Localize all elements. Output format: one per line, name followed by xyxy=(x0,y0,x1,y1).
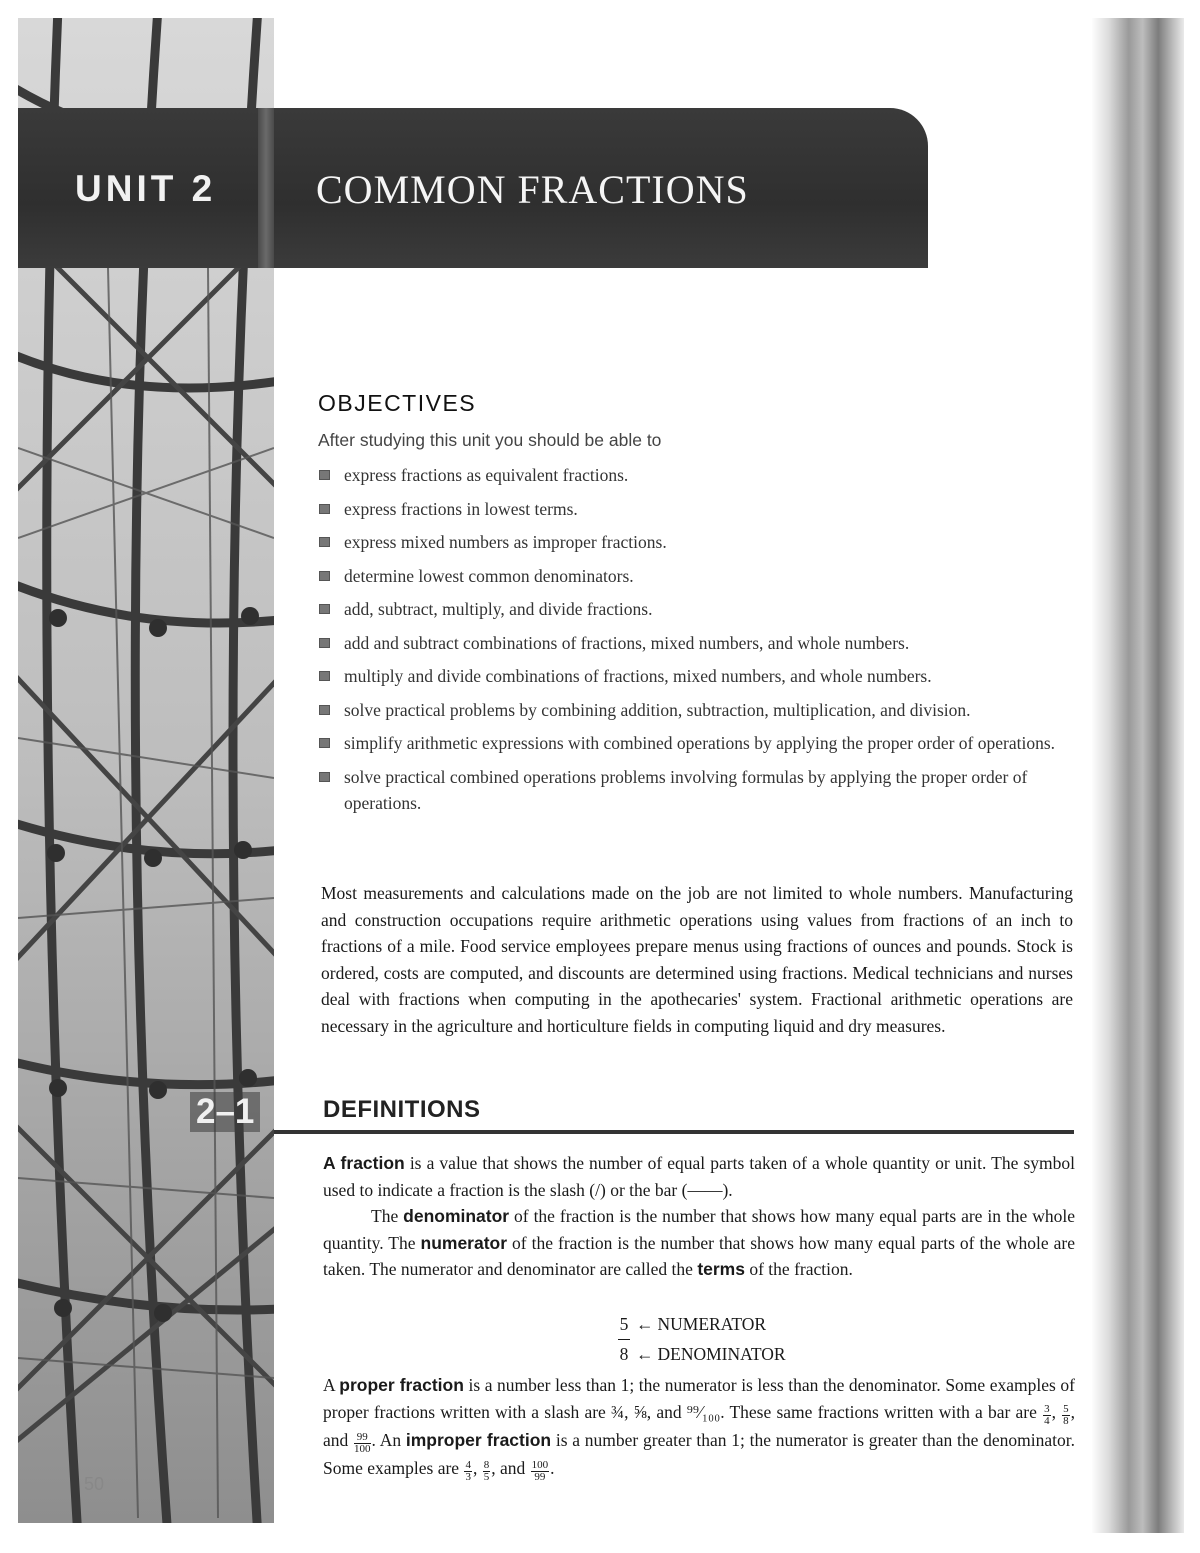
scan-binding-edge xyxy=(1092,18,1184,1533)
separator: , xyxy=(1051,1401,1062,1422)
objective-text: express fractions in lowest terms. xyxy=(344,498,578,519)
term-improper-fraction: improper fraction xyxy=(405,1429,552,1450)
numerator-label: NUMERATOR xyxy=(657,1314,767,1334)
paragraph-text: The xyxy=(371,1206,404,1226)
fraction-diagram xyxy=(618,1310,786,1369)
bar-fraction-denominator: 100 xyxy=(354,1442,371,1455)
objective-text: solve practical problems by combining addition, subtraction, multiplication, and division. xyxy=(344,699,971,720)
objective-item xyxy=(318,663,1078,689)
left-arrow-icon: ← xyxy=(636,1344,654,1364)
term-denominator: denominator xyxy=(403,1206,510,1226)
bar-fraction xyxy=(354,1432,371,1455)
bar-fraction-numerator: 8 xyxy=(483,1458,490,1471)
paragraph-text: is a number greater than 1; the numerator is greater than the denominator. Some examples are xyxy=(323,1429,1075,1478)
denominator-definition-paragraph xyxy=(323,1203,1075,1283)
square-bullet-icon xyxy=(319,470,330,480)
term-numerator: numerator xyxy=(420,1232,508,1253)
separator: , and xyxy=(491,1457,530,1478)
objective-item xyxy=(318,496,1078,522)
bar-fraction-numerator: 100 xyxy=(531,1458,549,1471)
objective-text: add, subtract, multiply, and divide fractions. xyxy=(344,599,653,619)
bar-fraction-denominator: 99 xyxy=(534,1470,546,1483)
objective-text: determine lowest common denominators. xyxy=(344,565,634,586)
paragraph-text: of the fraction is the number that shows how many equal parts are in the whole quantity. The xyxy=(323,1206,1075,1253)
bar-fraction-numerator: 99 xyxy=(354,1432,371,1444)
objective-item xyxy=(318,563,1078,589)
separator: , xyxy=(472,1457,482,1478)
denominator-row xyxy=(618,1340,786,1369)
objective-item xyxy=(318,529,1078,555)
square-bullet-icon xyxy=(319,772,330,782)
objective-item xyxy=(318,462,1078,488)
paragraph-text: . xyxy=(550,1457,555,1478)
square-bullet-icon xyxy=(319,738,330,748)
objective-item xyxy=(318,764,1078,816)
objective-item xyxy=(318,697,1078,723)
objective-text: express mixed numbers as improper fractions. xyxy=(344,532,667,552)
bar-fraction-numerator: 4 xyxy=(465,1458,471,1471)
square-bullet-icon xyxy=(319,705,330,715)
bar-fraction xyxy=(1062,1404,1070,1427)
objective-text: multiply and divide combinations of fractions, mixed numbers, and whole numbers. xyxy=(344,666,932,686)
header-divider xyxy=(258,108,274,268)
objective-item xyxy=(318,596,1078,622)
intro-paragraph: Most measurements and calculations made on the job are not limited to whole numbers. Manufacturing and construction occupations require arithmetic operations using values from fractions of an inch to fractions of a mile. Food service employees prepare menus using fractions of ounces and pounds. Stock is ordered, costs are computed, and discounts are determined using fractions. Medical technicians and nurses deal with fractions when computing in the apothecaries' system. Fractional arithmetic operations are necessary in the agriculture and horticulture fields in computing liquid and dry measures. xyxy=(321,883,1073,1036)
objectives-intro: After studying this unit you should be able to xyxy=(318,430,662,450)
square-bullet-icon xyxy=(319,604,330,614)
bar-fraction-denominator: 5 xyxy=(483,1470,490,1483)
paragraph-text: A xyxy=(323,1375,340,1395)
square-bullet-icon xyxy=(319,504,330,514)
bar-fraction-numerator: 3 xyxy=(1044,1402,1050,1415)
denominator-label: DENOMINATOR xyxy=(657,1344,786,1364)
proper-fraction-paragraph xyxy=(323,1372,1075,1483)
objective-text: add and subtract combinations of fractions, mixed numbers, and whole numbers. xyxy=(344,632,910,653)
paragraph-text: of the fraction is the number that shows how many equal parts of the whole are taken. The numerator and denominator are called the xyxy=(323,1232,1076,1279)
section-rule xyxy=(274,1130,1074,1134)
term-proper-fraction: proper fraction xyxy=(339,1375,464,1395)
denominator-digit: 8 xyxy=(619,1344,629,1364)
bar-fraction-denominator: 4 xyxy=(1044,1414,1050,1427)
unit-label: UNIT 2 xyxy=(75,168,217,209)
term-terms: terms xyxy=(697,1259,745,1279)
square-bullet-icon xyxy=(319,671,330,681)
left-arrow-icon: ← xyxy=(636,1314,654,1334)
separator: , and xyxy=(323,1401,1075,1450)
term-fraction: A fraction xyxy=(323,1153,405,1173)
objective-item xyxy=(318,630,1078,656)
page-number: 50 xyxy=(84,1474,105,1494)
paragraph-text: is a number less than 1; the numerator is less than the denominator. Some examples of proper fractions written with a slash are ¾, ⅝, and ⁹⁹⁄₁₀₀. These same fractions written with a bar are xyxy=(323,1375,1075,1422)
square-bullet-icon xyxy=(319,537,330,547)
square-bullet-icon xyxy=(319,638,330,648)
bar-fraction xyxy=(464,1460,472,1483)
objectives-heading: OBJECTIVES xyxy=(318,390,477,416)
objective-text: express fractions as equivalent fractions. xyxy=(344,465,629,485)
bar-fraction-denominator: 3 xyxy=(465,1470,471,1483)
fraction-definition-paragraph xyxy=(323,1150,1075,1203)
paragraph-text: . An xyxy=(371,1429,406,1450)
bar-fraction xyxy=(531,1460,550,1483)
square-bullet-icon xyxy=(319,571,330,581)
bar-fraction xyxy=(1043,1404,1051,1427)
unit-title: COMMON FRACTIONS xyxy=(316,167,749,212)
numerator-row xyxy=(618,1310,786,1340)
numerator-digit: 5 xyxy=(618,1310,630,1340)
paragraph-text: is a value that shows the number of equal parts taken of a whole quantity or unit. The symbol used to indicate a fraction is the slash (/) or the bar (——). xyxy=(323,1153,1075,1200)
section-title: DEFINITIONS xyxy=(323,1096,481,1123)
objective-item xyxy=(318,730,1078,756)
objectives-list xyxy=(318,462,1078,823)
bar-fraction-numerator: 5 xyxy=(1063,1402,1069,1415)
section-number: 2–1 xyxy=(190,1092,260,1132)
paragraph-text: of the fraction. xyxy=(744,1259,853,1279)
bar-fraction-denominator: 8 xyxy=(1063,1414,1069,1427)
objective-text: solve practical combined operations problems involving formulas by applying the proper order of operations. xyxy=(344,766,1028,813)
objective-text: simplify arithmetic expressions with combined operations by applying the proper order of operations. xyxy=(344,733,1056,753)
bar-fraction xyxy=(483,1460,491,1483)
